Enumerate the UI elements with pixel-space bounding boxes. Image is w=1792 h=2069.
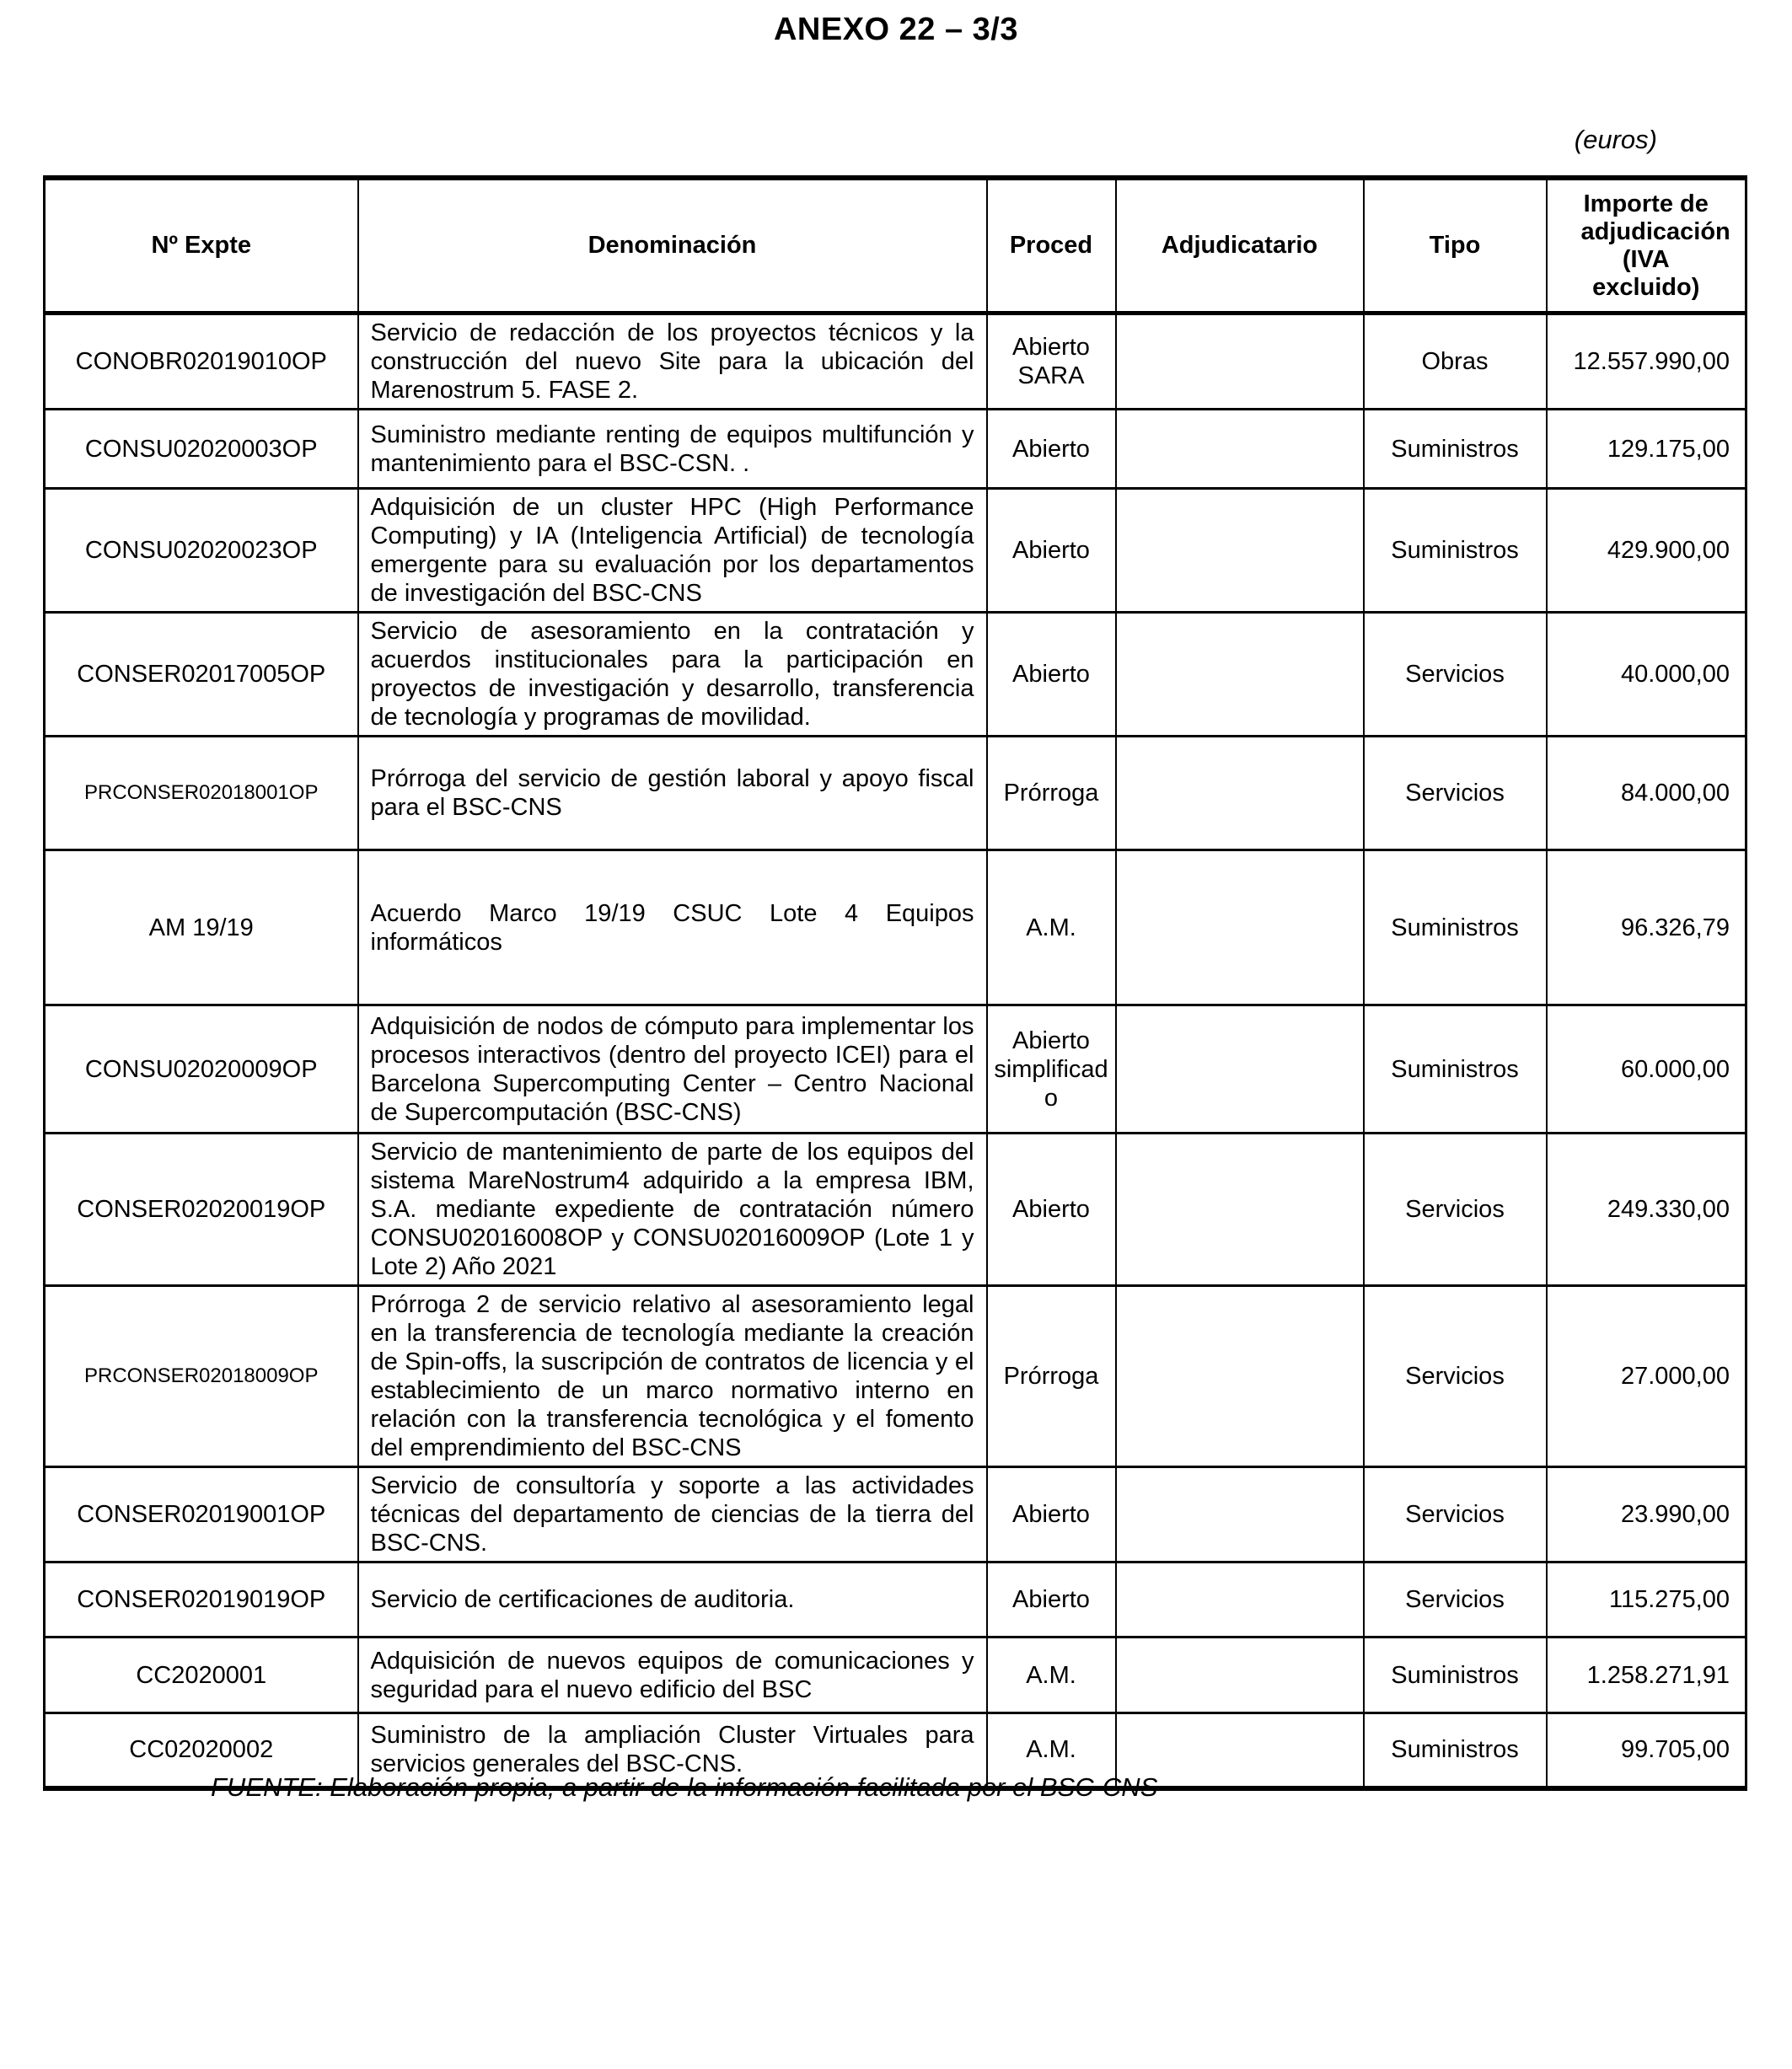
cell-proced: A.M. <box>987 850 1116 1005</box>
cell-denominacion: Servicio de asesoramiento en la contratación y acuerdos institucionales para la participación en proyectos de investigación y desarrollo, transferencia de tecnología y programas de movilidad. <box>358 613 987 737</box>
cell-expte: CONOBR02019010OP <box>45 314 358 410</box>
page-title: ANEXO 22 – 3/3 <box>773 12 1019 47</box>
table-row <box>45 410 1746 489</box>
cell-expte: PRCONSER02018009OP <box>45 1286 358 1467</box>
col-header-proced: Proced <box>987 178 1116 314</box>
cell-denominacion: Servicio de redacción de los proyectos técnicos y la construcción del nuevo Site para la ubicación del Marenostrum 5. FASE 2. <box>358 314 987 410</box>
cell-importe: 429.900,00 <box>1547 489 1746 613</box>
cell-proced: Abierto <box>987 1562 1116 1638</box>
source-note: FUENTE: Elaboración propia, a partir de la información facilitada por el BSC-CNS <box>211 1772 1158 1802</box>
cell-proced: Abierto <box>987 613 1116 737</box>
col-header-expte: Nº Expte <box>45 178 358 314</box>
cell-importe: 84.000,00 <box>1547 737 1746 850</box>
cell-importe: 99.705,00 <box>1547 1713 1746 1788</box>
cell-proced: Abierto <box>987 1134 1116 1286</box>
cell-adjudicatario <box>1116 314 1364 410</box>
table-row <box>45 1638 1746 1713</box>
cell-tipo: Obras <box>1364 314 1547 410</box>
cell-expte: CC2020001 <box>45 1638 358 1713</box>
cell-importe: 115.275,00 <box>1547 1562 1746 1638</box>
cell-adjudicatario <box>1116 1467 1364 1562</box>
cell-expte: CONSU02020023OP <box>45 489 358 613</box>
table-row <box>45 489 1746 613</box>
cell-tipo: Servicios <box>1364 737 1547 850</box>
cell-proced: Abierto <box>987 489 1116 613</box>
cell-tipo: Suministros <box>1364 1638 1547 1713</box>
table-row <box>45 613 1746 737</box>
contracts-table <box>43 175 1747 1791</box>
cell-tipo: Servicios <box>1364 1134 1547 1286</box>
table-row <box>45 1562 1746 1638</box>
currency-note: (euros) <box>1574 125 1657 154</box>
cell-expte: CONSER02019001OP <box>45 1467 358 1562</box>
cell-denominacion: Prórroga 2 de servicio relativo al asesoramiento legal en la transferencia de tecnología mediante la creación de Spin-offs, la suscripción de contratos de licencia y el establecimiento de un marco normativo interno en relación con la transferencia tecnológica y el fomento del emprendimiento del BSC-CNS <box>358 1286 987 1467</box>
cell-denominacion: Adquisición de nuevos equipos de comunicaciones y seguridad para el nuevo edificio del BSC <box>358 1638 987 1713</box>
cell-adjudicatario <box>1116 1286 1364 1467</box>
cell-denominacion: Servicio de certificaciones de auditoria. <box>358 1562 987 1638</box>
table-row <box>45 1005 1746 1134</box>
cell-adjudicatario <box>1116 737 1364 850</box>
cell-proced: Abierto SARA <box>987 314 1116 410</box>
col-header-denominacion: Denominación <box>358 178 987 314</box>
cell-denominacion: Suministro de la ampliación Cluster Virtuales para servicios generales del BSC-CNS. <box>358 1713 987 1788</box>
table-row <box>45 1134 1746 1286</box>
cell-proced: Abierto simplificado <box>987 1005 1116 1134</box>
cell-tipo: Suministros <box>1364 1713 1547 1788</box>
cell-adjudicatario <box>1116 1134 1364 1286</box>
cell-expte: CONSU02020003OP <box>45 410 358 489</box>
col-header-tipo: Tipo <box>1364 178 1547 314</box>
cell-adjudicatario <box>1116 1562 1364 1638</box>
cell-adjudicatario <box>1116 410 1364 489</box>
cell-tipo: Servicios <box>1364 1562 1547 1638</box>
table-row <box>45 1467 1746 1562</box>
cell-tipo: Suministros <box>1364 1005 1547 1134</box>
table-row <box>45 850 1746 1005</box>
cell-proced: Abierto <box>987 1467 1116 1562</box>
cell-proced: A.M. <box>987 1713 1116 1788</box>
cell-adjudicatario <box>1116 1005 1364 1134</box>
cell-importe: 249.330,00 <box>1547 1134 1746 1286</box>
cell-tipo: Servicios <box>1364 613 1547 737</box>
cell-expte: CONSER02019019OP <box>45 1562 358 1638</box>
cell-importe: 129.175,00 <box>1547 410 1746 489</box>
cell-expte: PRCONSER02018001OP <box>45 737 358 850</box>
cell-denominacion: Suministro mediante renting de equipos multifunción y mantenimiento para el BSC-CSN. . <box>358 410 987 489</box>
cell-tipo: Suministros <box>1364 850 1547 1005</box>
cell-importe: 27.000,00 <box>1547 1286 1746 1467</box>
cell-denominacion: Prórroga del servicio de gestión laboral y apoyo fiscal para el BSC-CNS <box>358 737 987 850</box>
cell-expte: CC02020002 <box>45 1713 358 1788</box>
cell-tipo: Suministros <box>1364 489 1547 613</box>
cell-denominacion: Servicio de consultoría y soporte a las actividades técnicas del departamento de ciencias de la tierra del BSC-CNS. <box>358 1467 987 1562</box>
cell-denominacion: Acuerdo Marco 19/19 CSUC Lote 4 Equipos informáticos <box>358 850 987 1005</box>
cell-expte: CONSU02020009OP <box>45 1005 358 1134</box>
cell-importe: 96.326,79 <box>1547 850 1746 1005</box>
col-header-importe: Importe de adjudicación (IVA excluido) <box>1547 178 1746 314</box>
cell-expte: CONSER02017005OP <box>45 613 358 737</box>
cell-proced: Prórroga <box>987 737 1116 850</box>
cell-denominacion: Adquisición de un cluster HPC (High Performance Computing) y IA (Inteligencia Artificial) de tecnología emergente para su evaluación por los departamentos de investigación del BSC-CNS <box>358 489 987 613</box>
cell-expte: CONSER02020019OP <box>45 1134 358 1286</box>
cell-adjudicatario <box>1116 489 1364 613</box>
cell-denominacion: Adquisición de nodos de cómputo para implementar los procesos interactivos (dentro del proyecto ICEI) para el Barcelona Supercomputing Center – Centro Nacional de Supercomputación (BSC-CNS) <box>358 1005 987 1134</box>
cell-tipo: Suministros <box>1364 410 1547 489</box>
cell-adjudicatario <box>1116 850 1364 1005</box>
header-row <box>45 178 1746 314</box>
cell-adjudicatario <box>1116 613 1364 737</box>
cell-adjudicatario <box>1116 1638 1364 1713</box>
cell-expte: AM 19/19 <box>45 850 358 1005</box>
cell-importe: 1.258.271,91 <box>1547 1638 1746 1713</box>
cell-importe: 12.557.990,00 <box>1547 314 1746 410</box>
cell-proced: Abierto <box>987 410 1116 489</box>
cell-importe: 60.000,00 <box>1547 1005 1746 1134</box>
cell-proced: A.M. <box>987 1638 1116 1713</box>
table-body <box>45 314 1746 1788</box>
table-row <box>45 737 1746 850</box>
table-header <box>45 178 1746 314</box>
cell-tipo: Servicios <box>1364 1286 1547 1467</box>
col-header-adjudicatario: Adjudicatario <box>1116 178 1364 314</box>
cell-proced: Prórroga <box>987 1286 1116 1467</box>
cell-tipo: Servicios <box>1364 1467 1547 1562</box>
table-row <box>45 1286 1746 1467</box>
cell-importe: 23.990,00 <box>1547 1467 1746 1562</box>
cell-denominacion: Servicio de mantenimiento de parte de los equipos del sistema MareNostrum4 adquirido a la empresa IBM, S.A. mediante expediente de contratación número CONSU02016008OP y CONSU02016009OP (Lote 1 y Lote 2) Año 2021 <box>358 1134 987 1286</box>
cell-importe: 40.000,00 <box>1547 613 1746 737</box>
table-row <box>45 314 1746 410</box>
